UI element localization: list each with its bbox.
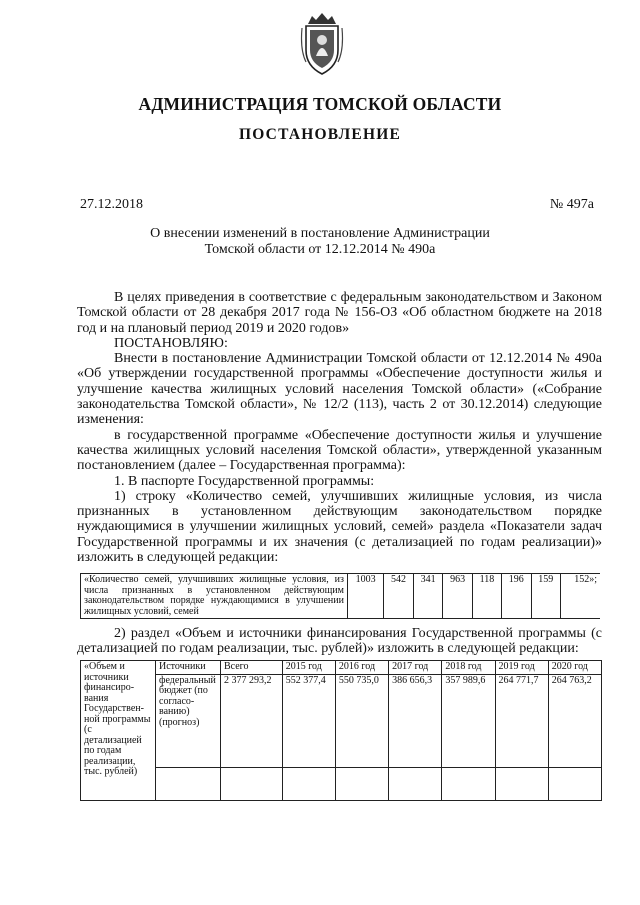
table-cell bbox=[389, 767, 442, 800]
body-text-block-1 bbox=[77, 290, 602, 565]
coat-of-arms-emblem bbox=[300, 10, 344, 78]
table-header-cell: 2017 год bbox=[389, 661, 442, 675]
funding-value: 264 771,7 bbox=[495, 674, 548, 767]
indicator-value: 118 bbox=[472, 574, 501, 619]
paragraph-resolve: ПОСТАНОВЛЯЮ: bbox=[114, 335, 228, 351]
indicator-value: 1003 bbox=[348, 574, 384, 619]
table-header-cell: 2016 год bbox=[335, 661, 388, 675]
document-subject bbox=[0, 226, 640, 258]
indicator-label: «Количество семей, улучшивших жилищные условия, из числа признанных в установленном действующим законодательством порядке нуждающимися в улучшении жилищных условий, семей bbox=[81, 574, 348, 619]
paragraph-amend: Внести в постановление Администрации Томской области от 12.12.2014 № 490а «Об утверждении государственной программы «Обеспечение доступности жилья и улучшение качества жилищных условий населения Томской области» («Собрание законодательства Томской области», № 12/2 (113), часть 2 от 30.12.2014) следующие изменения: bbox=[77, 351, 602, 428]
table-header-cell: Всего bbox=[221, 661, 283, 675]
paragraph-passport: 1. В паспорте Государственной программы: bbox=[114, 473, 375, 489]
table-row bbox=[81, 767, 602, 800]
document-number: № 497а bbox=[549, 197, 594, 212]
funding-value: 552 377,4 bbox=[282, 674, 335, 767]
subject-line-2: Томской области от 12.12.2014 № 490а bbox=[204, 242, 436, 257]
indicator-value: 341 bbox=[413, 574, 443, 619]
document-type: ПОСТАНОВЛЕНИЕ bbox=[238, 126, 402, 143]
table-cell bbox=[156, 767, 221, 800]
organization-title: АДМИНИСТРАЦИЯ ТОМСКОЙ ОБЛАСТИ bbox=[138, 94, 502, 114]
funding-row-label: «Объем и источники финансиро-вания Государствен-ной программы (с детализацией по годам реализации, тыс. рублей) bbox=[81, 661, 156, 801]
table-cell bbox=[221, 767, 283, 800]
funding-source: федеральный бюджет (по согласо-ванию) (прогноз) bbox=[156, 674, 221, 767]
table-header-cell: 2019 год bbox=[495, 661, 548, 675]
indicator-value: 152»; bbox=[561, 574, 600, 619]
indicator-value: 159 bbox=[531, 574, 561, 619]
table-header-cell: Источники bbox=[156, 661, 221, 675]
table-cell bbox=[335, 767, 388, 800]
table-row bbox=[81, 574, 601, 619]
document-date: 27.12.2018 bbox=[80, 197, 143, 212]
funding-value: 2 377 293,2 bbox=[221, 674, 283, 767]
paragraph-program: в государственной программе «Обеспечение доступности жилья и улучшение качества жилищных условий населения Томской области», утвержденной указанным постановлением (далее – Государственная программа): bbox=[77, 427, 602, 474]
indicator-value: 542 bbox=[384, 574, 414, 619]
table-cell bbox=[282, 767, 335, 800]
body-text-block-2 bbox=[77, 626, 602, 657]
funding-value: 357 989,6 bbox=[442, 674, 495, 767]
paragraph-preamble: В целях приведения в соответствие с федеральным законодательством и Законом Томской области от 28 декабря 2017 года № 156-ОЗ «Об областном бюджете на 2018 год и на плановый период 2019 и 2020 годов» bbox=[77, 290, 602, 336]
funding-table bbox=[80, 660, 602, 801]
indicator-table bbox=[80, 573, 600, 619]
table-header-cell: 2018 год bbox=[442, 661, 495, 675]
table-cell bbox=[442, 767, 495, 800]
paragraph-item-1: 1) строку «Количество семей, улучшивших жилищные условия, из числа признанных в установленном действующим законодательством порядке нуждающимися в улучшении жилищных условий, семей» раздела «Показатели задач Государственной программы и их значения (с детализацией по годам реализации)» изложить в следующей редакции: bbox=[77, 488, 602, 566]
table-cell bbox=[548, 767, 601, 800]
funding-value: 550 735,0 bbox=[335, 674, 388, 767]
table-row bbox=[81, 674, 602, 767]
paragraph-item-2: 2) раздел «Объем и источники финансирования Государственной программы (с детализацией по годам реализации, тыс. рублей)» изложить в следующей редакции: bbox=[77, 626, 602, 657]
funding-value: 264 763,2 bbox=[548, 674, 601, 767]
table-cell bbox=[495, 767, 548, 800]
funding-value: 386 656,3 bbox=[389, 674, 442, 767]
table-row bbox=[81, 661, 602, 675]
indicator-value: 196 bbox=[501, 574, 531, 619]
subject-line-1: О внесении изменений в постановление Администрации bbox=[150, 226, 490, 241]
table-header-cell: 2015 год bbox=[282, 661, 335, 675]
table-header-cell: 2020 год bbox=[548, 661, 601, 675]
indicator-value: 963 bbox=[443, 574, 473, 619]
